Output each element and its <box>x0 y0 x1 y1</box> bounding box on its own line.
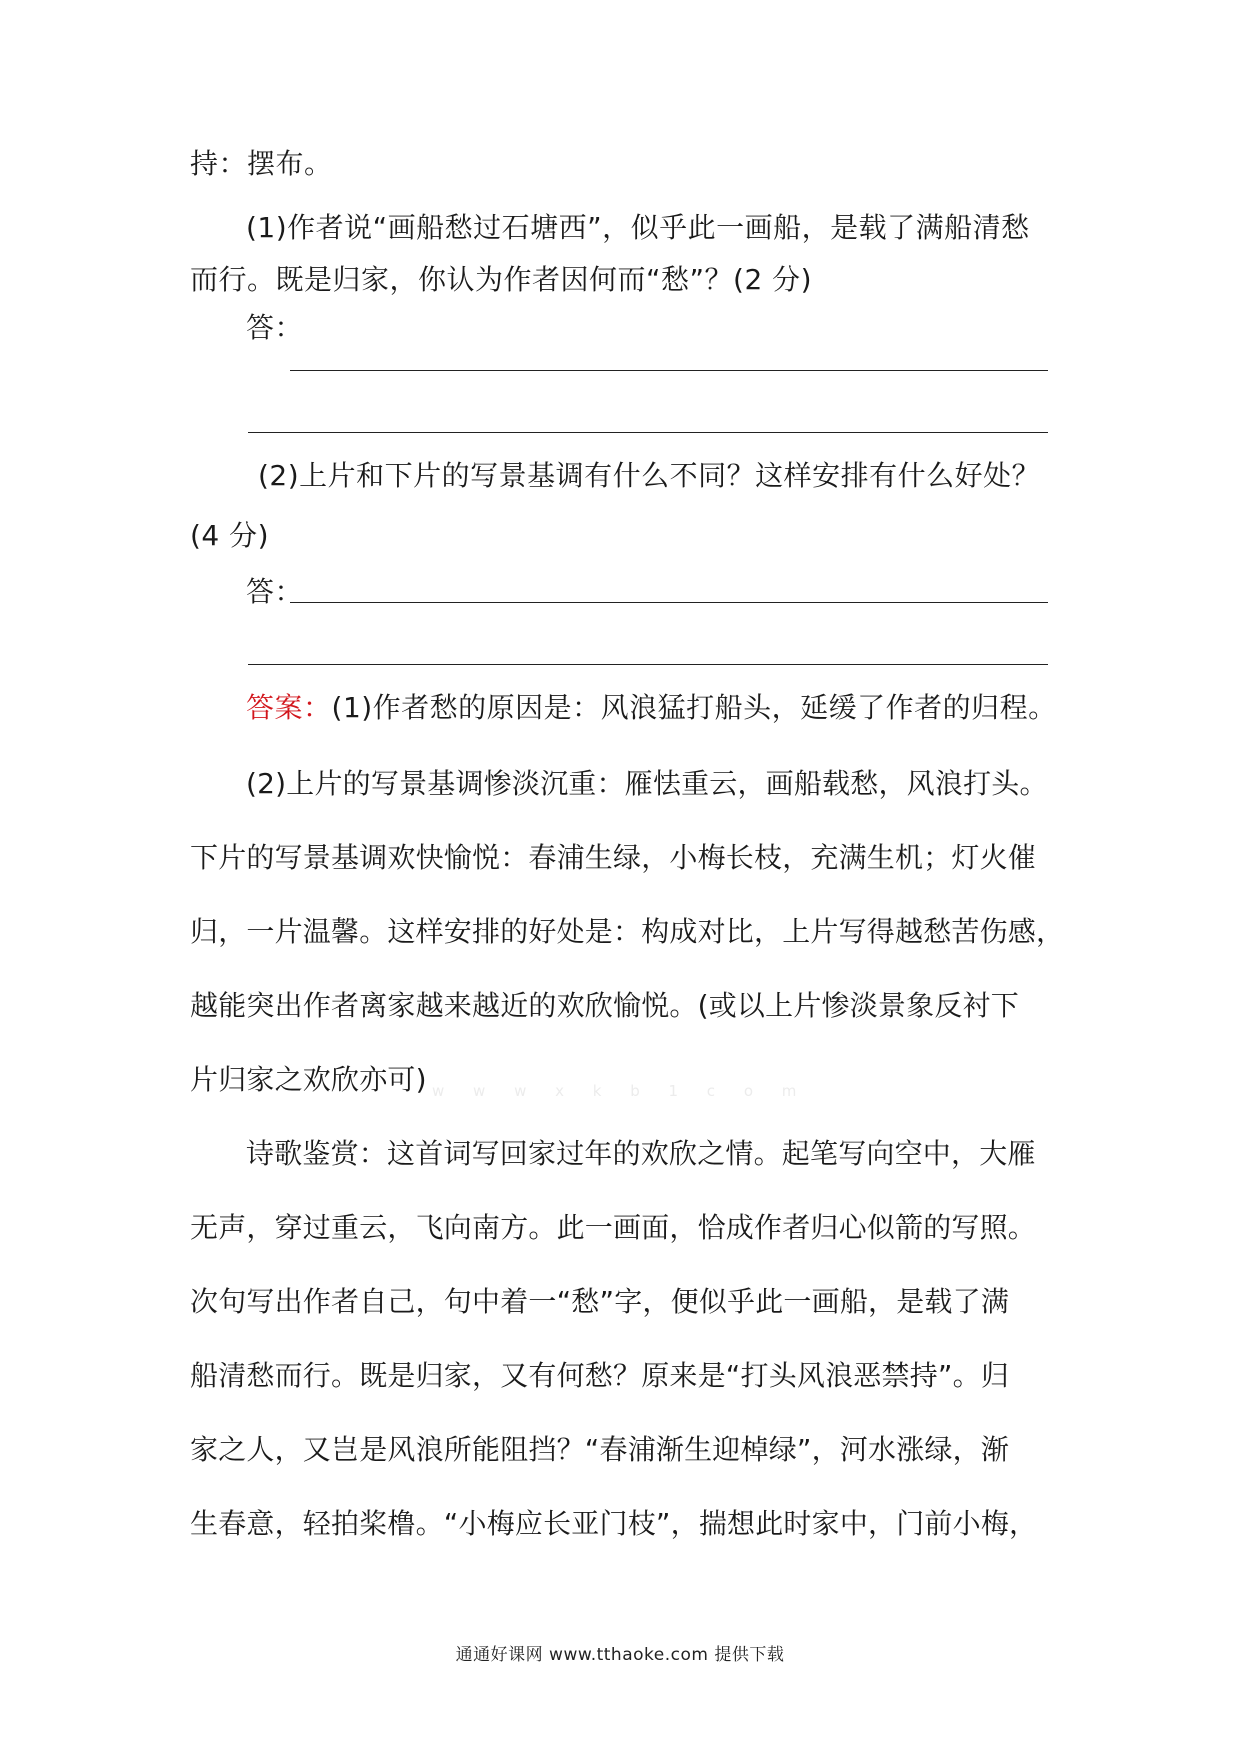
answer-blank-line <box>248 432 1048 433</box>
answer-blank-line <box>290 370 1048 371</box>
text-line: 持：摆布。 <box>190 147 333 180</box>
answer-label: 答案： <box>246 691 332 724</box>
question-2: (2)上片和下片的写景基调有什么不同？这样安排有什么好处？ <box>258 459 1041 492</box>
page-footer: 通通好课网 www.tthaoke.com 提供下载 <box>455 1645 785 1665</box>
text-line: 下片的写景基调欢快愉悦：春浦生绿，小梅长枝，充满生机；灯火催 <box>190 841 1037 874</box>
answer-blank-line <box>248 664 1048 665</box>
text-line: 片归家之欢欣亦可) <box>190 1063 427 1096</box>
question-1: (1)作者说“画船愁过石塘西”，似乎此一画船，是载了满船清愁 <box>246 211 1030 244</box>
text-line: 生春意，轻拍桨橹。“小梅应长亚门枝”，揣想此时家中，门前小梅， <box>190 1507 1038 1540</box>
text-line: 归，一片温馨。这样安排的好处是：构成对比，上片写得越愁苦伤感， <box>190 915 1065 948</box>
text-line: 而行。既是归家，你认为作者因何而“愁”？(2 分) <box>190 263 813 296</box>
text-line: 诗歌鉴赏：这首词写回家过年的欢欣之情。起笔写向空中，大雁 <box>246 1137 1036 1170</box>
text-line: 无声，穿过重云，飞向南方。此一画面，恰成作者归心似箭的写照。 <box>190 1211 1037 1244</box>
answer-line <box>246 686 1057 726</box>
watermark: w w w x k b 1 c o m <box>432 1082 809 1100</box>
answer-prompt-1: 答： <box>246 311 304 344</box>
answer-text: (1)作者愁的原因是：风浪猛打船头，延缓了作者的归程。 <box>331 691 1057 724</box>
text-line: (2)上片的写景基调惨淡沉重：雁怯重云，画船载愁，风浪打头。 <box>246 767 1048 800</box>
text-line: 家之人，又岂是风浪所能阻挡？“春浦渐生迎棹绿”，河水涨绿，渐 <box>190 1433 1010 1466</box>
answer-prompt-2: 答： <box>246 575 304 608</box>
answer-blank-line <box>290 602 1048 603</box>
text-line: 船清愁而行。既是归家，又有何愁？原来是“打头风浪恶禁持”。归 <box>190 1359 1010 1392</box>
text-line: 越能突出作者离家越来越近的欢欣愉悦。(或以上片惨淡景象反衬下 <box>190 989 1019 1022</box>
text-line: (4 分) <box>190 519 270 552</box>
text-line: 次句写出作者自己，句中着一“愁”字，便似乎此一画船，是载了满 <box>190 1285 1010 1318</box>
